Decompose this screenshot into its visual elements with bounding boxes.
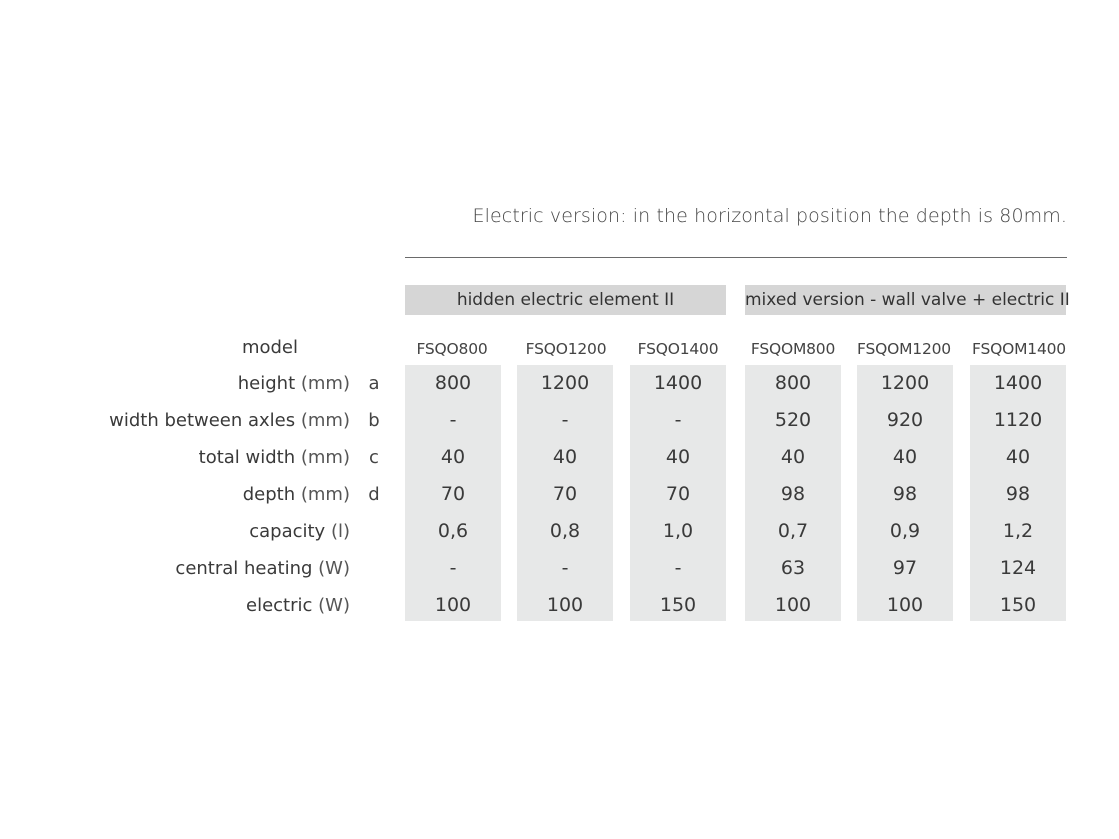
row-label-text: central heating: [175, 558, 313, 579]
row-unit: (mm): [300, 484, 350, 505]
table-cell: -: [674, 557, 682, 579]
table-cell: -: [561, 557, 569, 579]
row-unit: (W): [318, 558, 350, 579]
depth-note: Electric version: in the horizontal position the depth is 80mm.: [472, 205, 1067, 227]
table-cell: 800: [434, 372, 472, 394]
dimension-letter: d: [368, 484, 380, 505]
row-label: [60, 513, 350, 550]
row-unit: (W): [318, 595, 350, 616]
row-label-text: electric: [246, 595, 313, 616]
row-label-text: capacity: [249, 521, 326, 542]
table-cell: 800: [774, 372, 812, 394]
table-cell: 40: [665, 446, 691, 468]
group-header-hidden-electric: hidden electric element II: [405, 285, 726, 315]
table-cell: 40: [780, 446, 806, 468]
table-cell: 150: [659, 594, 697, 616]
table-cell: 1400: [993, 372, 1043, 394]
table-cell: 100: [886, 594, 924, 616]
model-row-label: model: [241, 337, 298, 358]
table-cell: 1400: [653, 372, 703, 394]
table-cell: 70: [552, 483, 578, 505]
table-cell: 1200: [880, 372, 930, 394]
table-cell: 150: [999, 594, 1037, 616]
row-label-text: depth: [242, 484, 296, 505]
model-name: FSQO1400: [637, 340, 719, 358]
table-cell: 70: [440, 483, 466, 505]
table-cell: 0,7: [777, 520, 809, 542]
table-cell: 100: [546, 594, 584, 616]
table-cell: 40: [1005, 446, 1031, 468]
header-divider: [405, 257, 1067, 258]
model-name: FSQO1200: [525, 340, 607, 358]
table-cell: 0,8: [549, 520, 581, 542]
dimension-letter: a: [368, 373, 380, 394]
row-label: [60, 550, 350, 587]
table-cell: 1,2: [1002, 520, 1034, 542]
dimension-letter: c: [369, 447, 379, 468]
row-label: [60, 476, 350, 513]
table-cell: 97: [892, 557, 918, 579]
table-cell: 70: [665, 483, 691, 505]
row-label-text: height: [237, 373, 296, 394]
table-cell: 100: [434, 594, 472, 616]
table-cell: -: [449, 409, 457, 431]
table-cell: 98: [1005, 483, 1031, 505]
model-name: FSQO800: [416, 340, 488, 358]
model-name: FSQOM1200: [857, 340, 951, 358]
table-cell: 40: [552, 446, 578, 468]
table-cell: 98: [892, 483, 918, 505]
table-cell: -: [561, 409, 569, 431]
model-name: FSQOM1400: [972, 340, 1066, 358]
row-label-text: total width: [198, 447, 296, 468]
row-label: [60, 365, 350, 402]
row-label-text: width between axles: [109, 410, 296, 431]
row-unit: (l): [330, 521, 350, 542]
table-cell: 1,0: [662, 520, 694, 542]
table-cell: 920: [886, 409, 924, 431]
table-cell: 1120: [993, 409, 1043, 431]
table-cell: 0,6: [437, 520, 469, 542]
table-cell: 124: [999, 557, 1037, 579]
table-cell: 1200: [540, 372, 590, 394]
row-unit: (mm): [300, 410, 350, 431]
table-cell: 100: [774, 594, 812, 616]
group-header-mixed-version: mixed version - wall valve + electric II: [745, 285, 1066, 315]
row-label: [60, 587, 350, 624]
table-cell: 40: [440, 446, 466, 468]
model-name: FSQOM800: [750, 340, 836, 358]
table-cell: -: [449, 557, 457, 579]
dimension-letter: b: [368, 410, 380, 431]
row-label: [60, 439, 350, 476]
table-cell: 0,9: [889, 520, 921, 542]
row-label: [60, 402, 350, 439]
table-cell: -: [674, 409, 682, 431]
table-cell: 63: [780, 557, 806, 579]
row-unit: (mm): [300, 373, 350, 394]
table-cell: 98: [780, 483, 806, 505]
table-cell: 40: [892, 446, 918, 468]
table-cell: 520: [774, 409, 812, 431]
row-unit: (mm): [300, 447, 350, 468]
